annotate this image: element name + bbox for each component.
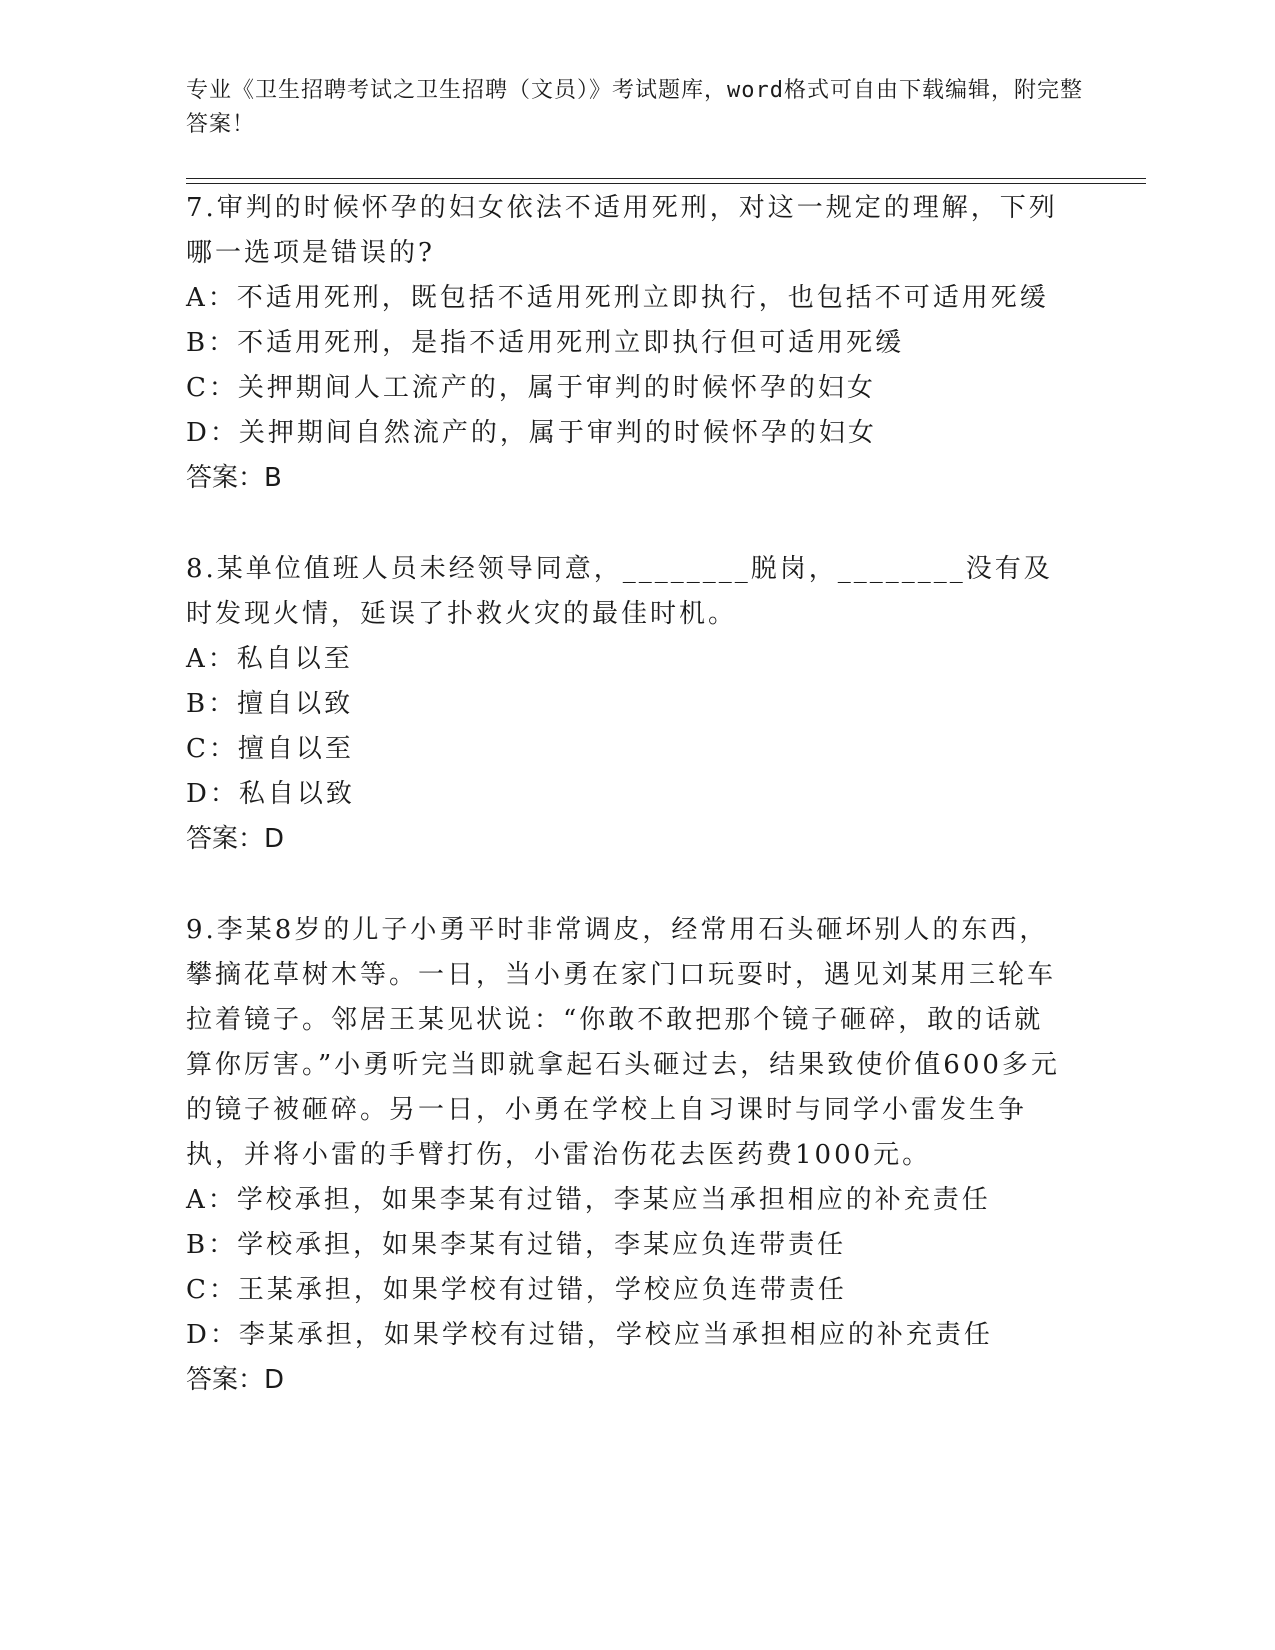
header-divider-bottom [186,183,1146,184]
question-stem: 7.审判的时候怀孕的妇女依法不适用死刑，对这一规定的理解，下列哪一选项是错误的? [186,193,1058,268]
option-a: A：不适用死刑，既包括不适用死刑立即执行，也包括不可适用死缓 [186,283,1049,313]
option-c: C：王某承担，如果学校有过错，学校应负连带责任 [186,1275,847,1305]
question-8 [186,547,1066,862]
option-c: C：擅自以至 [186,734,354,764]
question-stem: 8.某单位值班人员未经领导同意，________脱岗，________没有及时发现火情，延误了扑救火灾的最佳时机。 [186,554,1053,629]
option-b: B：擅自以致 [186,689,354,719]
option-b: B：不适用死刑，是指不适用死刑立即执行但可适用死缓 [186,328,905,358]
option-c: C：关押期间人工流产的，属于审判的时候怀孕的妇女 [186,373,876,403]
answer: 答案：B [186,463,282,493]
option-a: A：私自以至 [186,644,353,674]
option-d: D：关押期间自然流产的，属于审判的时候怀孕的妇女 [186,418,877,448]
option-a: A：学校承担，如果李某有过错，李某应当承担相应的补充责任 [186,1185,991,1215]
question-stem: 9.李某8岁的儿子小勇平时非常调皮，经常用石头砸坏别人的东西，攀摘花草树木等。一日，当小勇在家门口玩耍时，遇见刘某用三轮车拉着镜子。邻居王某见状说：“你敢不敢把那个镜子砸碎，敢的话就算你厉害。”小勇听完当即就拿起石头砸过去，结果致使价值600多元的镜子被砸碎。另一日，小勇在学校上自习课时与同学小雷发生争执，并将小雷的手臂打伤，小雷治伤花去医药费1000元。 [186,915,1060,1170]
answer: 答案：D [186,824,285,854]
option-b: B：学校承担，如果李某有过错，李某应负连带责任 [186,1230,847,1260]
option-d: D：李某承担，如果学校有过错，学校应当承担相应的补充责任 [186,1320,993,1350]
header-divider-top [186,178,1146,179]
question-7 [186,186,1066,501]
option-d: D：私自以致 [186,779,355,809]
question-9 [186,908,1066,1403]
answer: 答案：D [186,1365,285,1395]
question-list [186,186,1066,1403]
document-header: 专业《卫生招聘考试之卫生招聘（文员）》考试题库，word格式可自由下载编辑，附完整答案！ [186,78,1083,137]
